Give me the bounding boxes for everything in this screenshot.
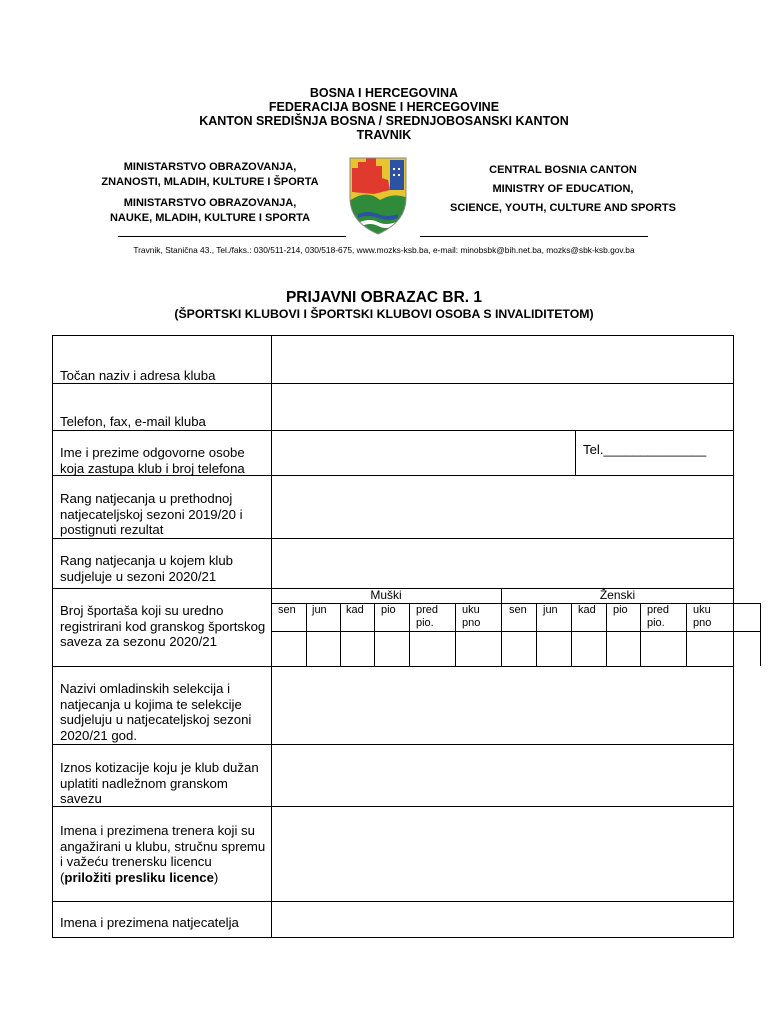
form-title: PRIJAVNI OBRAZAC BR. 1 bbox=[285, 289, 483, 306]
subcolumn-divider bbox=[571, 603, 572, 666]
ministry-name-english: CENTRAL BOSNIA CANTON MINISTRY OF EDUCATION, SCIENCE, YOUTH, CULTURE AND SPORTS bbox=[450, 164, 676, 214]
label-registration-fee: Iznos kotizacije koju je klub dužan uplatiti nadležnom granskom savezu bbox=[60, 760, 259, 806]
subcolumn-divider bbox=[606, 603, 607, 666]
col-pio-male: pio bbox=[381, 604, 396, 616]
col-jun-male: jun bbox=[312, 604, 327, 616]
label-club-contact: Telefon, fax, e-mail kluba bbox=[60, 414, 206, 429]
country-title: BOSNA I HERCEGOVINA bbox=[309, 86, 459, 100]
col-ukupno-female: uku pno bbox=[693, 604, 712, 629]
tel-field-label: Tel.______________ bbox=[583, 442, 707, 457]
subcolumn-divider bbox=[374, 603, 375, 666]
canton-coat-of-arms-logo bbox=[346, 152, 410, 236]
col-sen-female: sen bbox=[509, 604, 527, 616]
col-ukupno-male: uku pno bbox=[462, 604, 481, 629]
col-predpio-female: pred pio. bbox=[647, 604, 670, 629]
col-sen-male: sen bbox=[278, 604, 296, 616]
licence-note: priložiti presliku licence bbox=[64, 869, 214, 885]
label-previous-rank: Rang natjecanja u prethodnoj natjecateljskoj sezoni 2019/20 i postignuti rezultat bbox=[60, 491, 243, 537]
label-column-divider bbox=[271, 335, 272, 938]
label-current-rank: Rang natjecanja u kojem klub sudjeluje u sezoni 2020/21 bbox=[60, 553, 234, 584]
subcolumn-header-divider bbox=[271, 631, 761, 632]
contact-address: Travnik, Stanična 43., Tel./faks.: 030/511-214, 030/518-675, www.mozks-ksb.ba, e-mail: minobsbk@bih.net.ba, mozks@sbk-ksb.gov.ba bbox=[133, 245, 635, 255]
ministry-name-croatian: MINISTARSTVO OBRAZOVANJA, ZNANOSTI, MLADIH, KULTURE I ŠPORTA bbox=[101, 161, 319, 188]
subcolumn-divider bbox=[536, 603, 537, 666]
col-kad-male: kad bbox=[346, 604, 364, 616]
header-divider-left bbox=[118, 236, 346, 237]
subcolumn-divider bbox=[455, 603, 456, 666]
label-youth-selections: Nazivi omladinskih selekcija i natjecanja u kojima te selekcije sudjeluju u natjecateljskoj sezoni 2020/21 god. bbox=[60, 681, 252, 743]
label-registered-athletes: Broj športaša koji su uredno registrirani kod granskog športskog saveza za sezonu 2020/21 bbox=[60, 603, 266, 649]
row-divider bbox=[52, 538, 734, 539]
canton-title: KANTON SREDIŠNJA BOSNA / SREDNJOBOSANSKI KANTON bbox=[199, 114, 569, 128]
row-divider bbox=[52, 666, 734, 667]
subcolumn-divider bbox=[340, 603, 341, 666]
ministry-name-bosnian: MINISTARSTVO OBRAZOVANJA, NAUKE, MLADIH, KULTURE I SPORTA bbox=[109, 197, 311, 224]
header-divider-right bbox=[420, 236, 648, 237]
group-male-header: Muški bbox=[370, 588, 402, 602]
city-title: TRAVNIK bbox=[356, 128, 412, 142]
label-competitors: Imena i prezimena natjecatelja bbox=[60, 915, 239, 930]
subcolumn-divider bbox=[640, 603, 641, 666]
federation-title: FEDERACIJA BOSNE I HERCEGOVINE bbox=[268, 100, 500, 114]
label-club-name-address: Točan naziv i adresa kluba bbox=[60, 368, 216, 383]
row-divider bbox=[52, 901, 734, 902]
col-predpio-male: pred pio. bbox=[416, 604, 439, 629]
subcolumn-divider bbox=[306, 603, 307, 666]
group-female-header: Ženski bbox=[599, 588, 636, 602]
subcolumn-divider bbox=[409, 603, 410, 666]
subgrid-right-edge bbox=[760, 603, 761, 666]
subcolumn-divider bbox=[686, 603, 687, 666]
form-subtitle: (ŠPORTSKI KLUBOVI I ŠPORTSKI KLUBOVI OSOBA S INVALIDITETOM) bbox=[174, 307, 594, 321]
label-coaches: Imena i prezimena trenera koji su angažirani u klubu, stručnu spremu i važeću trenersku licencu (priložiti presliku licence) bbox=[60, 823, 266, 885]
col-kad-female: kad bbox=[578, 604, 596, 616]
col-pio-female: pio bbox=[613, 604, 628, 616]
row-divider bbox=[52, 744, 734, 745]
label-responsible-person: Ime i prezime odgovorne osobe koja zastupa klub i broj telefona bbox=[60, 445, 245, 476]
row-divider bbox=[52, 430, 734, 431]
tel-cell-divider bbox=[575, 430, 576, 475]
col-jun-female: jun bbox=[543, 604, 558, 616]
